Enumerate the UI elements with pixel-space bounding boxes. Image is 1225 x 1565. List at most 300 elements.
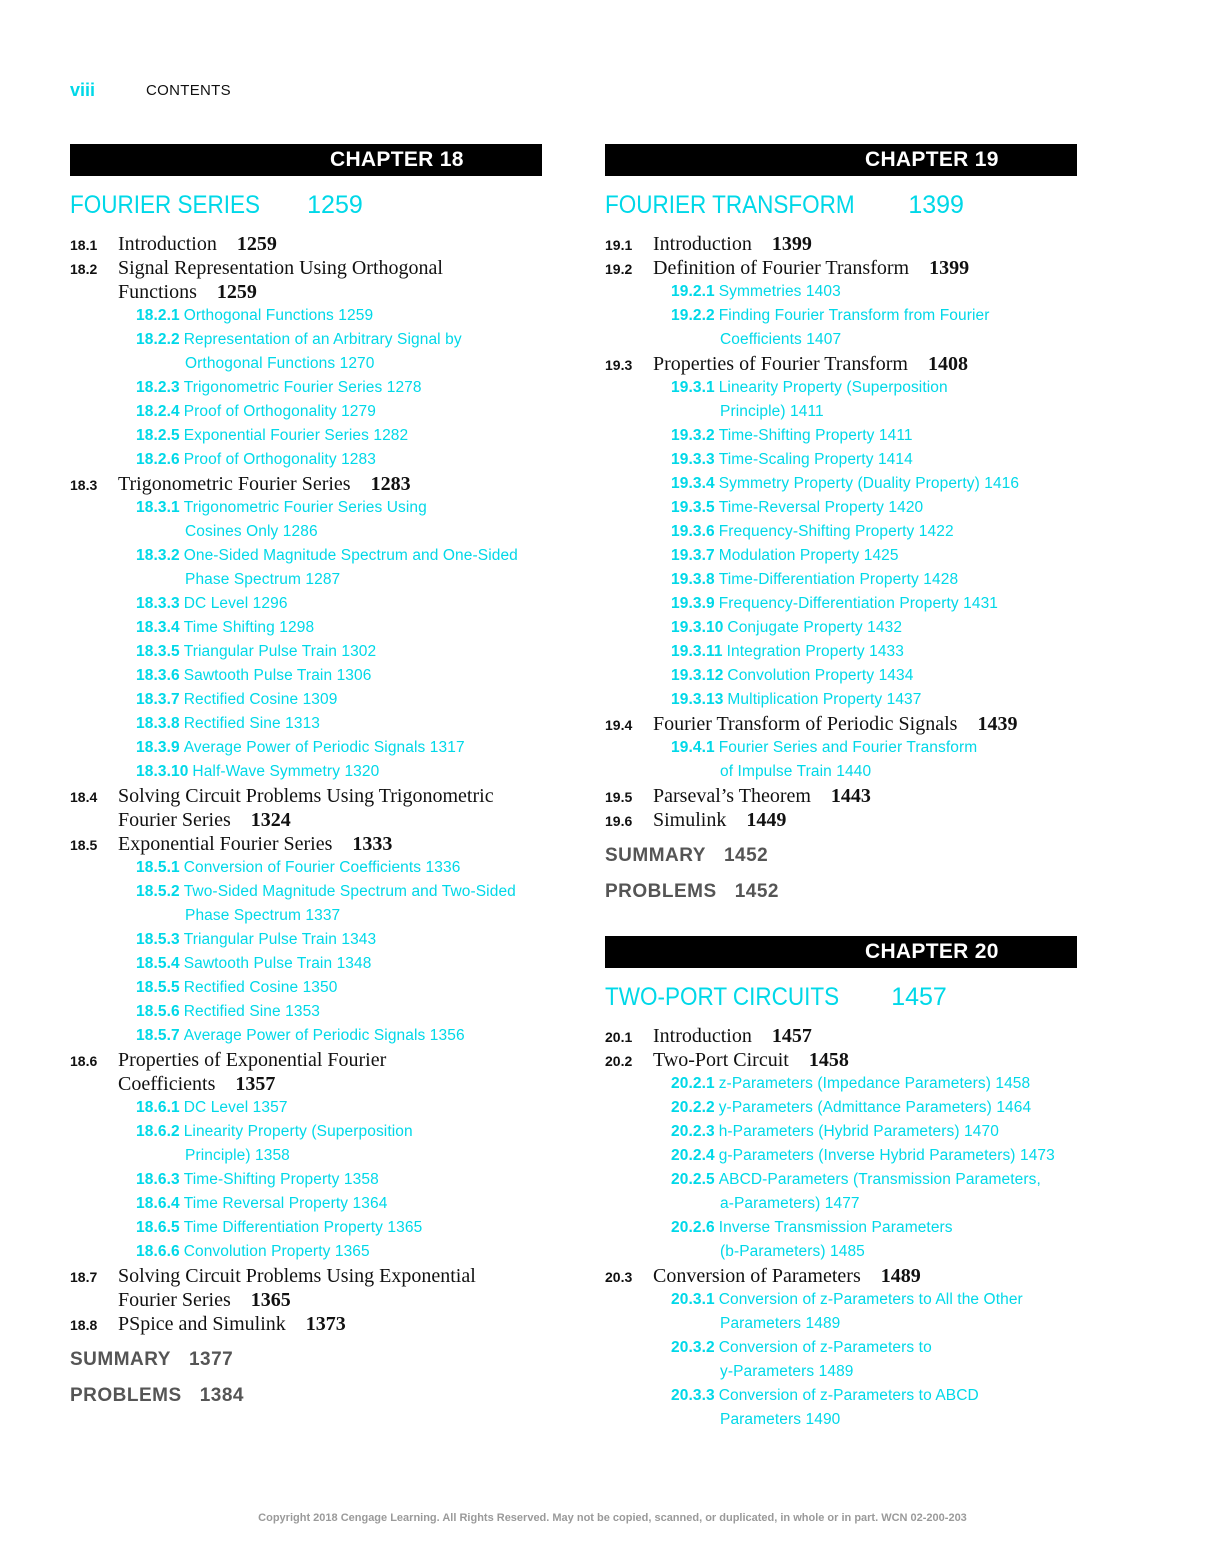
subsection-entry (671, 1288, 1077, 1336)
section-entry (605, 1024, 1077, 1048)
section-title-line: Properties of Exponential Fourier (118, 1049, 387, 1071)
subsection-title: Trigonometric Fourier Series Using (183, 499, 427, 516)
subsection-title: Conversion of z-Parameters to All the Other (718, 1291, 1023, 1308)
subsection-entry (136, 664, 542, 688)
subsection-number: 20.2.2 (671, 1099, 715, 1116)
subsection-number: 18.2.3 (136, 379, 180, 396)
section-page: 1489 (880, 1265, 921, 1287)
section-title-line: Introduction (653, 1025, 752, 1047)
section-page: 1443 (830, 785, 871, 807)
subsection-line (671, 760, 1077, 784)
section-entry (70, 784, 542, 832)
subsection-entry (136, 952, 542, 976)
subsection-line (136, 1120, 542, 1144)
section-title-line: Properties of Fourier Transform (653, 353, 908, 375)
subsection-number: 19.3.9 (671, 595, 715, 612)
subsection-number: 19.3.1 (671, 379, 715, 396)
subsection-number: 18.3.1 (136, 499, 180, 516)
subsection-title: Representation of an Arbitrary Signal by (183, 331, 462, 348)
subsection-number: 18.3.9 (136, 739, 180, 756)
subsection-number: 19.3.6 (671, 523, 715, 540)
subsection-title: Integration Property 1433 (726, 643, 904, 660)
subsection-title: Parameters 1490 (720, 1411, 841, 1428)
subsection-line (136, 568, 542, 592)
section-page: 1399 (929, 257, 970, 279)
subsection-line (136, 352, 542, 376)
subsection-entry (136, 760, 542, 784)
subsection-title: Proof of Orthogonality 1283 (183, 451, 376, 468)
subsection-line (136, 640, 542, 664)
section-page: 1333 (352, 833, 393, 855)
chapter-label: CHAPTER 18 (330, 148, 464, 171)
subsection-title: Finding Fourier Transform from Fourier (718, 307, 990, 324)
section-number: 19.2 (605, 261, 633, 277)
subsection-number: 20.3.2 (671, 1339, 715, 1356)
subsection-number: 20.2.1 (671, 1075, 715, 1092)
copyright-footer: Copyright 2018 Cengage Learning. All Rights Reserved. May not be copied, scanned, or duplicated, in whole or in part. WCN 02-200-203 (258, 1512, 967, 1524)
subsection-line (136, 928, 542, 952)
subsection-title: Rectified Sine 1313 (183, 715, 321, 732)
section-entry (70, 1048, 542, 1096)
section-entry (70, 232, 542, 256)
subsection-entry (136, 856, 542, 880)
subsection-title: Multiplication Property 1437 (727, 691, 922, 708)
subsection-number: 20.3.1 (671, 1291, 715, 1308)
subsection-title: Rectified Sine 1353 (183, 1003, 321, 1020)
subsection-line (671, 1072, 1077, 1096)
problems-entry (70, 1384, 542, 1408)
subsection-number: 20.3.3 (671, 1387, 715, 1404)
section-title-line: Definition of Fourier Transform (653, 257, 910, 279)
subsection-number: 18.5.5 (136, 979, 180, 996)
subsection-number: 18.3.3 (136, 595, 180, 612)
subsection-title: Parameters 1489 (720, 1315, 841, 1332)
subsection-entry (136, 544, 542, 592)
subsection-line (136, 328, 542, 352)
subsection-line (671, 1216, 1077, 1240)
section-title-line: Signal Representation Using Orthogonal (118, 257, 443, 279)
subsection-entry (136, 976, 542, 1000)
section-title-line: Functions (118, 281, 197, 303)
section-page: 1399 (771, 233, 812, 255)
subsection-entry (136, 1216, 542, 1240)
section-title-line: Conversion of Parameters (653, 1265, 861, 1287)
subsection-number: 18.6.6 (136, 1243, 180, 1260)
subsection-line (136, 1096, 542, 1120)
subsection-entry (136, 1024, 542, 1048)
running-head: CONTENTS (146, 82, 231, 99)
subsection-number: 18.5.4 (136, 955, 180, 972)
subsection-entry (671, 520, 1077, 544)
section-number: 18.5 (70, 837, 98, 853)
chapter-title-page: 1399 (908, 191, 964, 219)
summary-label: SUMMARY (605, 845, 706, 866)
subsection-number: 18.3.8 (136, 715, 180, 732)
subsection-entry (671, 1336, 1077, 1384)
section-title-line: Fourier Transform of Periodic Signals (653, 713, 958, 735)
subsection-number: 19.3.13 (671, 691, 724, 708)
section-page: 1283 (370, 473, 411, 495)
section-title-line: Two-Port Circuit (653, 1049, 789, 1071)
subsection-title: Time-Scaling Property 1414 (718, 451, 913, 468)
section-number: 18.6 (70, 1053, 98, 1069)
subsection-entry (136, 640, 542, 664)
subsection-entry (136, 712, 542, 736)
subsection-title: DC Level 1296 (183, 595, 288, 612)
subsection-line (136, 712, 542, 736)
section-entry (70, 832, 542, 856)
subsection-title: y-Parameters 1489 (720, 1363, 854, 1380)
subsection-entry (671, 448, 1077, 472)
subsection-number: 18.5.1 (136, 859, 180, 876)
subsection-title: One-Sided Magnitude Spectrum and One-Sided (183, 547, 518, 564)
chapter-label: CHAPTER 19 (865, 148, 999, 171)
subsection-entry (136, 400, 542, 424)
section-title-line: Fourier Series (118, 809, 231, 831)
subsection-line (136, 904, 542, 928)
subsection-number: 18.3.6 (136, 667, 180, 684)
subsection-title: z-Parameters (Impedance Parameters) 1458 (718, 1075, 1031, 1092)
subsection-number: 18.3.7 (136, 691, 180, 708)
subsection-line (671, 1360, 1077, 1384)
section-number: 19.1 (605, 237, 633, 253)
subsection-line (136, 592, 542, 616)
subsection-entry (136, 448, 542, 472)
subsection-title: Phase Spectrum 1287 (185, 571, 341, 588)
chapter-block (605, 144, 1077, 904)
subsection-number: 18.5.7 (136, 1027, 180, 1044)
subsection-title: a-Parameters) 1477 (720, 1195, 860, 1212)
subsection-entry (671, 1072, 1077, 1096)
section-page: 1259 (236, 233, 277, 255)
section-page: 1259 (216, 281, 257, 303)
subsection-number: 19.3.12 (671, 667, 724, 684)
section-number: 19.5 (605, 789, 633, 805)
subsection-title: Orthogonal Functions 1270 (185, 355, 375, 372)
subsection-number: 18.2.1 (136, 307, 180, 324)
subsection-number: 19.4.1 (671, 739, 715, 756)
section-page: 1457 (771, 1025, 812, 1047)
subsection-line (136, 544, 542, 568)
subsection-title: Time-Shifting Property 1358 (183, 1171, 379, 1188)
section-entry (605, 352, 1077, 376)
summary-entry (605, 844, 1077, 868)
section-entry (605, 1048, 1077, 1072)
subsection-line (671, 1144, 1077, 1168)
subsection-line (671, 472, 1077, 496)
section-page: 1458 (808, 1049, 849, 1071)
subsection-title: of Impulse Train 1440 (720, 763, 872, 780)
subsection-number: 19.2.2 (671, 307, 715, 324)
chapter-title-text: FOURIER TRANSFORM (605, 191, 855, 219)
subsection-number: 19.3.2 (671, 427, 715, 444)
chapter-title-text: TWO-PORT CIRCUITS (605, 983, 840, 1011)
subsection-title: DC Level 1357 (183, 1099, 288, 1116)
section-number: 18.7 (70, 1269, 98, 1285)
section-number: 19.3 (605, 357, 633, 373)
subsection-line (671, 1120, 1077, 1144)
section-page: 1365 (250, 1289, 291, 1311)
subsection-line (671, 592, 1077, 616)
section-entry (70, 472, 542, 496)
subsection-entry (671, 472, 1077, 496)
section-title-line: Exponential Fourier Series (118, 833, 333, 855)
subsection-title: Triangular Pulse Train 1343 (183, 931, 377, 948)
subsection-title: Conjugate Property 1432 (727, 619, 903, 636)
subsection-entry (136, 1120, 542, 1168)
subsection-entry (136, 1168, 542, 1192)
subsection-title: Coefficients 1407 (720, 331, 842, 348)
subsection-title: Sawtooth Pulse Train 1348 (183, 955, 372, 972)
section-number: 19.4 (605, 717, 633, 733)
section-page: 1408 (927, 353, 968, 375)
section-number: 18.2 (70, 261, 98, 277)
subsection-title: Conversion of z-Parameters to (718, 1339, 932, 1356)
subsection-number: 19.3.3 (671, 451, 715, 468)
subsection-entry (136, 688, 542, 712)
subsection-line (671, 1312, 1077, 1336)
problems-page: 1384 (199, 1385, 244, 1406)
section-entry (605, 808, 1077, 832)
subsection-line (136, 688, 542, 712)
subsection-title: Exponential Fourier Series 1282 (183, 427, 409, 444)
summary-page: 1452 (723, 845, 769, 866)
subsection-entry (136, 304, 542, 328)
subsection-line (136, 880, 542, 904)
subsection-line (136, 520, 542, 544)
problems-page: 1452 (734, 881, 779, 902)
subsection-title: Frequency-Shifting Property 1422 (718, 523, 954, 540)
subsection-line (671, 1168, 1077, 1192)
subsection-number: 18.2.2 (136, 331, 180, 348)
subsection-title: Proof of Orthogonality 1279 (183, 403, 376, 420)
subsection-title: Orthogonal Functions 1259 (183, 307, 374, 324)
subsection-entry (671, 736, 1077, 784)
section-number: 20.2 (605, 1053, 633, 1069)
subsection-entry (136, 928, 542, 952)
subsection-title: Time Reversal Property 1364 (183, 1195, 388, 1212)
subsection-title: Conversion of Fourier Coefficients 1336 (183, 859, 461, 876)
section-page: 1449 (746, 809, 787, 831)
subsection-title: Time Differentiation Property 1365 (183, 1219, 423, 1236)
subsection-line (136, 664, 542, 688)
subsection-number: 18.3.10 (136, 763, 189, 780)
subsection-line (136, 952, 542, 976)
chapter-block (70, 144, 542, 1408)
subsection-title: Rectified Cosine 1309 (183, 691, 338, 708)
subsection-line (671, 304, 1077, 328)
subsection-entry (671, 280, 1077, 304)
subsection-line (136, 1024, 542, 1048)
problems-entry (605, 880, 1077, 904)
subsection-line (671, 376, 1077, 400)
subsection-entry (671, 640, 1077, 664)
section-title-line: Introduction (653, 233, 752, 255)
subsection-title: Conversion of z-Parameters to ABCD (718, 1387, 979, 1404)
subsection-entry (671, 664, 1077, 688)
subsection-line (136, 856, 542, 880)
subsection-title: Convolution Property 1434 (727, 667, 914, 684)
contents-list (70, 232, 542, 1336)
section-number: 18.4 (70, 789, 98, 805)
chapter-title-page: 1457 (891, 983, 947, 1011)
subsection-line (136, 496, 542, 520)
section-entry (605, 256, 1077, 280)
subsection-entry (671, 544, 1077, 568)
subsection-entry (671, 376, 1077, 424)
subsection-title: Average Power of Periodic Signals 1317 (183, 739, 465, 756)
subsection-entry (136, 376, 542, 400)
subsection-entry (136, 1000, 542, 1024)
subsection-entry (671, 304, 1077, 352)
subsection-title: g-Parameters (Inverse Hybrid Parameters) 1473 (718, 1147, 1055, 1164)
subsection-line (671, 1384, 1077, 1408)
subsection-entry (671, 1144, 1077, 1168)
subsection-number: 18.3.5 (136, 643, 180, 660)
subsection-number: 20.2.3 (671, 1123, 715, 1140)
subsection-entry (136, 328, 542, 376)
subsection-title: Linearity Property (Superposition (718, 379, 948, 396)
subsection-line (136, 1000, 542, 1024)
subsection-line (136, 1168, 542, 1192)
subsection-title: (b-Parameters) 1485 (720, 1243, 865, 1260)
summary-page: 1377 (188, 1349, 234, 1370)
summary-label: SUMMARY (70, 1349, 171, 1370)
section-title-line: Parseval’s Theorem (653, 785, 811, 807)
chapter-label-bar (605, 144, 1077, 176)
section-page: 1439 (977, 713, 1018, 735)
subsection-title: Time Shifting 1298 (183, 619, 315, 636)
section-entry (70, 1264, 542, 1312)
subsection-title: h-Parameters (Hybrid Parameters) 1470 (718, 1123, 999, 1140)
section-title-line: PSpice and Simulink (118, 1313, 286, 1335)
subsection-entry (136, 880, 542, 928)
subsection-line (671, 1336, 1077, 1360)
subsection-number: 18.6.3 (136, 1171, 180, 1188)
subsection-line (671, 1192, 1077, 1216)
subsection-entry (136, 1096, 542, 1120)
section-page: 1373 (305, 1313, 346, 1335)
subsection-number: 20.2.6 (671, 1219, 715, 1236)
subsection-number: 18.5.6 (136, 1003, 180, 1020)
subsection-line (136, 1144, 542, 1168)
subsection-line (136, 1240, 542, 1264)
left-column (70, 144, 542, 1408)
subsection-line (671, 1096, 1077, 1120)
section-page: 1357 (235, 1073, 276, 1095)
section-entry (605, 784, 1077, 808)
subsection-line (136, 400, 542, 424)
subsection-number: 18.6.5 (136, 1219, 180, 1236)
subsection-line (136, 424, 542, 448)
subsection-line (671, 664, 1077, 688)
chapter-title-page: 1259 (307, 191, 363, 219)
section-number: 18.3 (70, 477, 98, 493)
subsection-title: Triangular Pulse Train 1302 (183, 643, 377, 660)
subsection-title: Average Power of Periodic Signals 1356 (183, 1027, 465, 1044)
subsection-line (671, 1408, 1077, 1432)
chapter-block (605, 936, 1077, 1432)
subsection-title: Sawtooth Pulse Train 1306 (183, 667, 372, 684)
subsection-title: Convolution Property 1365 (183, 1243, 370, 1260)
subsection-title: Symmetries 1403 (718, 283, 841, 300)
subsection-title: Phase Spectrum 1337 (185, 907, 341, 924)
subsection-title: Modulation Property 1425 (718, 547, 899, 564)
subsection-line (671, 736, 1077, 760)
subsection-entry (136, 616, 542, 640)
section-title-line: Solving Circuit Problems Using Exponential (118, 1265, 476, 1287)
subsection-number: 18.5.2 (136, 883, 180, 900)
subsection-line (136, 760, 542, 784)
subsection-line (671, 400, 1077, 424)
subsection-title: Half-Wave Symmetry 1320 (192, 763, 380, 780)
subsection-line (671, 328, 1077, 352)
subsection-entry (671, 592, 1077, 616)
section-entry (70, 256, 542, 304)
subsection-line (136, 1192, 542, 1216)
section-entry (605, 232, 1077, 256)
subsection-title: Symmetry Property (Duality Property) 1416 (718, 475, 1020, 492)
section-number: 18.8 (70, 1317, 98, 1333)
subsection-line (671, 280, 1077, 304)
subsection-number: 18.6.2 (136, 1123, 180, 1140)
subsection-number: 20.2.4 (671, 1147, 715, 1164)
subsection-entry (136, 592, 542, 616)
subsection-number: 18.2.5 (136, 427, 180, 444)
subsection-line (671, 568, 1077, 592)
subsection-entry (136, 496, 542, 544)
subsection-title: Time-Shifting Property 1411 (718, 427, 913, 444)
subsection-line (136, 304, 542, 328)
section-number: 20.3 (605, 1269, 633, 1285)
subsection-line (136, 976, 542, 1000)
subsection-number: 18.6.4 (136, 1195, 180, 1212)
contents-list (605, 232, 1077, 832)
subsection-entry (671, 616, 1077, 640)
subsection-title: Linearity Property (Superposition (183, 1123, 413, 1140)
subsection-entry (671, 1384, 1077, 1432)
subsection-title: Rectified Cosine 1350 (183, 979, 338, 996)
page-number: viii (70, 80, 96, 100)
subsection-line (671, 1288, 1077, 1312)
subsection-line (671, 544, 1077, 568)
subsection-number: 19.3.8 (671, 571, 715, 588)
subsection-line (671, 448, 1077, 472)
section-title-line: Simulink (653, 809, 727, 831)
subsection-line (136, 736, 542, 760)
subsection-entry (671, 1216, 1077, 1264)
subsection-number: 18.3.4 (136, 619, 180, 636)
subsection-number: 19.3.11 (671, 643, 723, 660)
subsection-line (136, 616, 542, 640)
subsection-number: 18.5.3 (136, 931, 180, 948)
subsection-title: Fourier Series and Fourier Transform (718, 739, 978, 756)
subsection-title: Frequency-Differentiation Property 1431 (718, 595, 999, 612)
subsection-number: 18.2.6 (136, 451, 180, 468)
subsection-line (136, 376, 542, 400)
subsection-title: Inverse Transmission Parameters (718, 1219, 953, 1236)
section-entry (70, 1312, 542, 1336)
subsection-line (671, 496, 1077, 520)
chapter-title (70, 188, 542, 222)
problems-label: PROBLEMS (605, 881, 717, 902)
subsection-number: 19.3.5 (671, 499, 715, 516)
subsection-entry (671, 1168, 1077, 1216)
subsection-title: Principle) 1358 (185, 1147, 290, 1164)
problems-label: PROBLEMS (70, 1385, 182, 1406)
subsection-number: 19.3.7 (671, 547, 715, 564)
subsection-entry (671, 688, 1077, 712)
